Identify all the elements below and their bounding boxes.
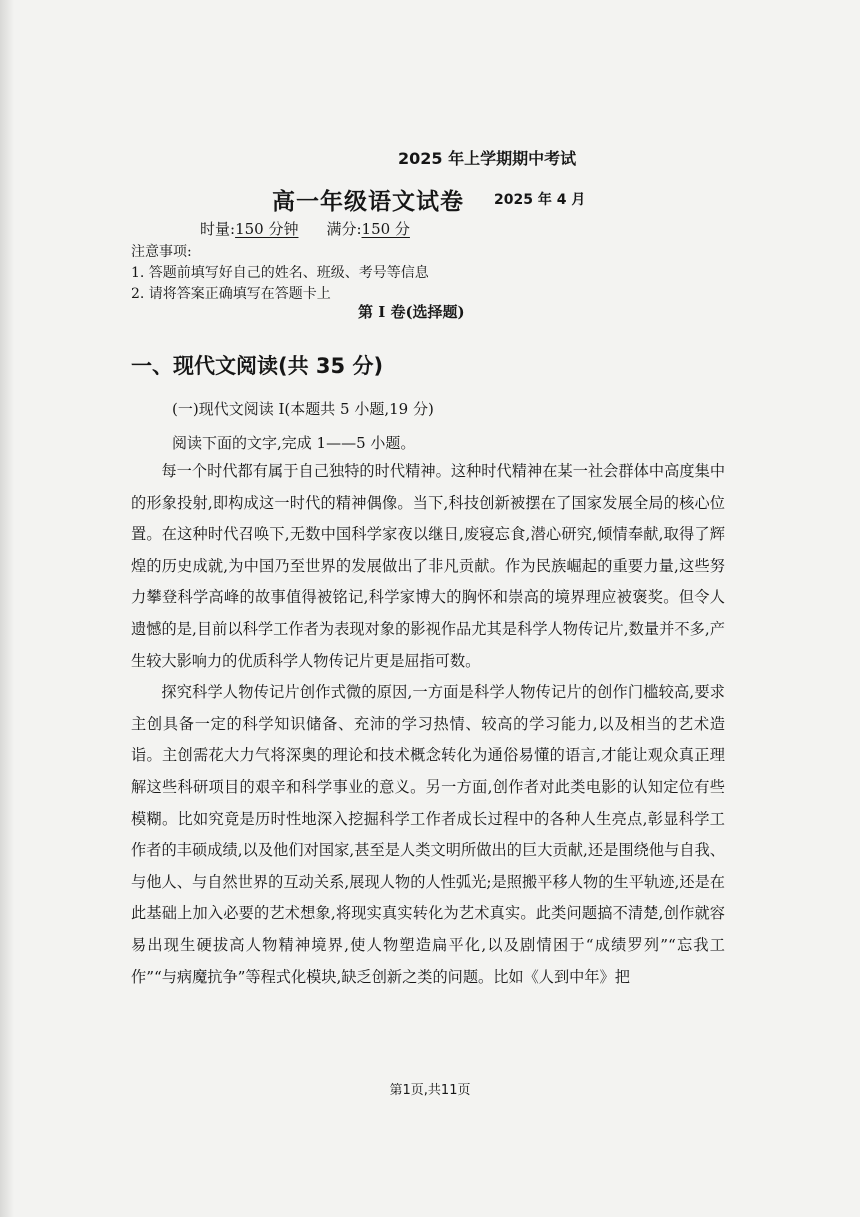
section-title: 一、现代文阅读(共 35 分): [131, 354, 384, 378]
part-title: 第 I 卷(选择题): [358, 303, 465, 321]
passage-paragraph: 探究科学人物传记片创作式微的原因,一方面是科学人物传记片的创作门槛较高,要求主创具备一定的科学知识储备、充沛的学习热情、较高的学习能力,以及相当的艺术造诣。主创需花大力气将深奥的理论和技术概念转化为通俗易懂的语言,才能让观众真正理解这些科研项目的艰辛和科学事业的意义。另一方面,创作者对此类电影的认知定位有些模糊。比如究竟是历时性地深入挖掘科学工作者成长过程中的各种人生亮点,彰显科学工作者的丰硕成绩,以及他们对国家,甚至是人类文明所做出的巨大贡献,还是围绕他与自我、与他人、与自然世界的互动关系,展现人物的人性弧光;是照搬平移人物的生平轨迹,还是在此基础上加入必要的艺术想象,将现实真实转化为艺术真实。此类问题搞不清楚,创作就容易出现生硬拔高人物精神境界,使人物塑造扁平化,以及剧情困于“成绩罗列”“忘我工作”“与病魔抗争”等程式化模块,缺乏创新之类的问题。比如《人到中年》把: [131, 683, 725, 986]
notice-heading: 注意事项:: [131, 244, 192, 260]
scan-edge-shadow: [0, 0, 14, 1217]
score-label: 满分:: [326, 220, 362, 238]
score-value: 150 分: [361, 220, 410, 238]
exam-title: 2025 年上学期期中考试: [398, 149, 577, 168]
subsection-title: (一)现代文阅读 I(本题共 5 小题,19 分): [172, 400, 434, 418]
notice-block: [131, 242, 429, 305]
passage-paragraph: 每一个时代都有属于自己独特的时代精神。这种时代精神在某一社会群体中高度集中的形象投射,即构成这一时代的精神偶像。当下,科技创新被摆在了国家发展全局的核心位置。在这种时代召唤下,无数中国科学家夜以继日,废寝忘食,潜心研究,倾情奉献,取得了辉煌的历史成就,为中国乃至世界的发展做出了非凡贡献。作为民族崛起的重要力量,这些努力攀登科学高峰的故事值得被铭记,科学家博大的胸怀和崇高的境界理应被褒奖。但令人遗憾的是,目前以科学工作者为表现对象的影视作品尤其是科学人物传记片,数量并不多,产生较大影响力的优质科学人物传记片更是屈指可数。: [131, 462, 725, 670]
reading-passage: [131, 456, 725, 993]
page-footer: 第1页,共11页: [389, 1083, 471, 1098]
exam-meta: [200, 218, 410, 239]
paper-title: 高一年级语文试卷: [272, 188, 464, 215]
time-label: 时量:: [200, 220, 236, 238]
reading-instruction: 阅读下面的文字,完成 1——5 小题。: [172, 434, 416, 452]
paper-date: 2025 年 4 月: [494, 192, 586, 208]
notice-item: 1. 答题前填写好自己的姓名、班级、考号等信息: [131, 265, 429, 281]
time-value: 150 分钟: [235, 220, 299, 238]
notice-item: 2. 请将答案正确填写在答题卡上: [131, 286, 331, 302]
